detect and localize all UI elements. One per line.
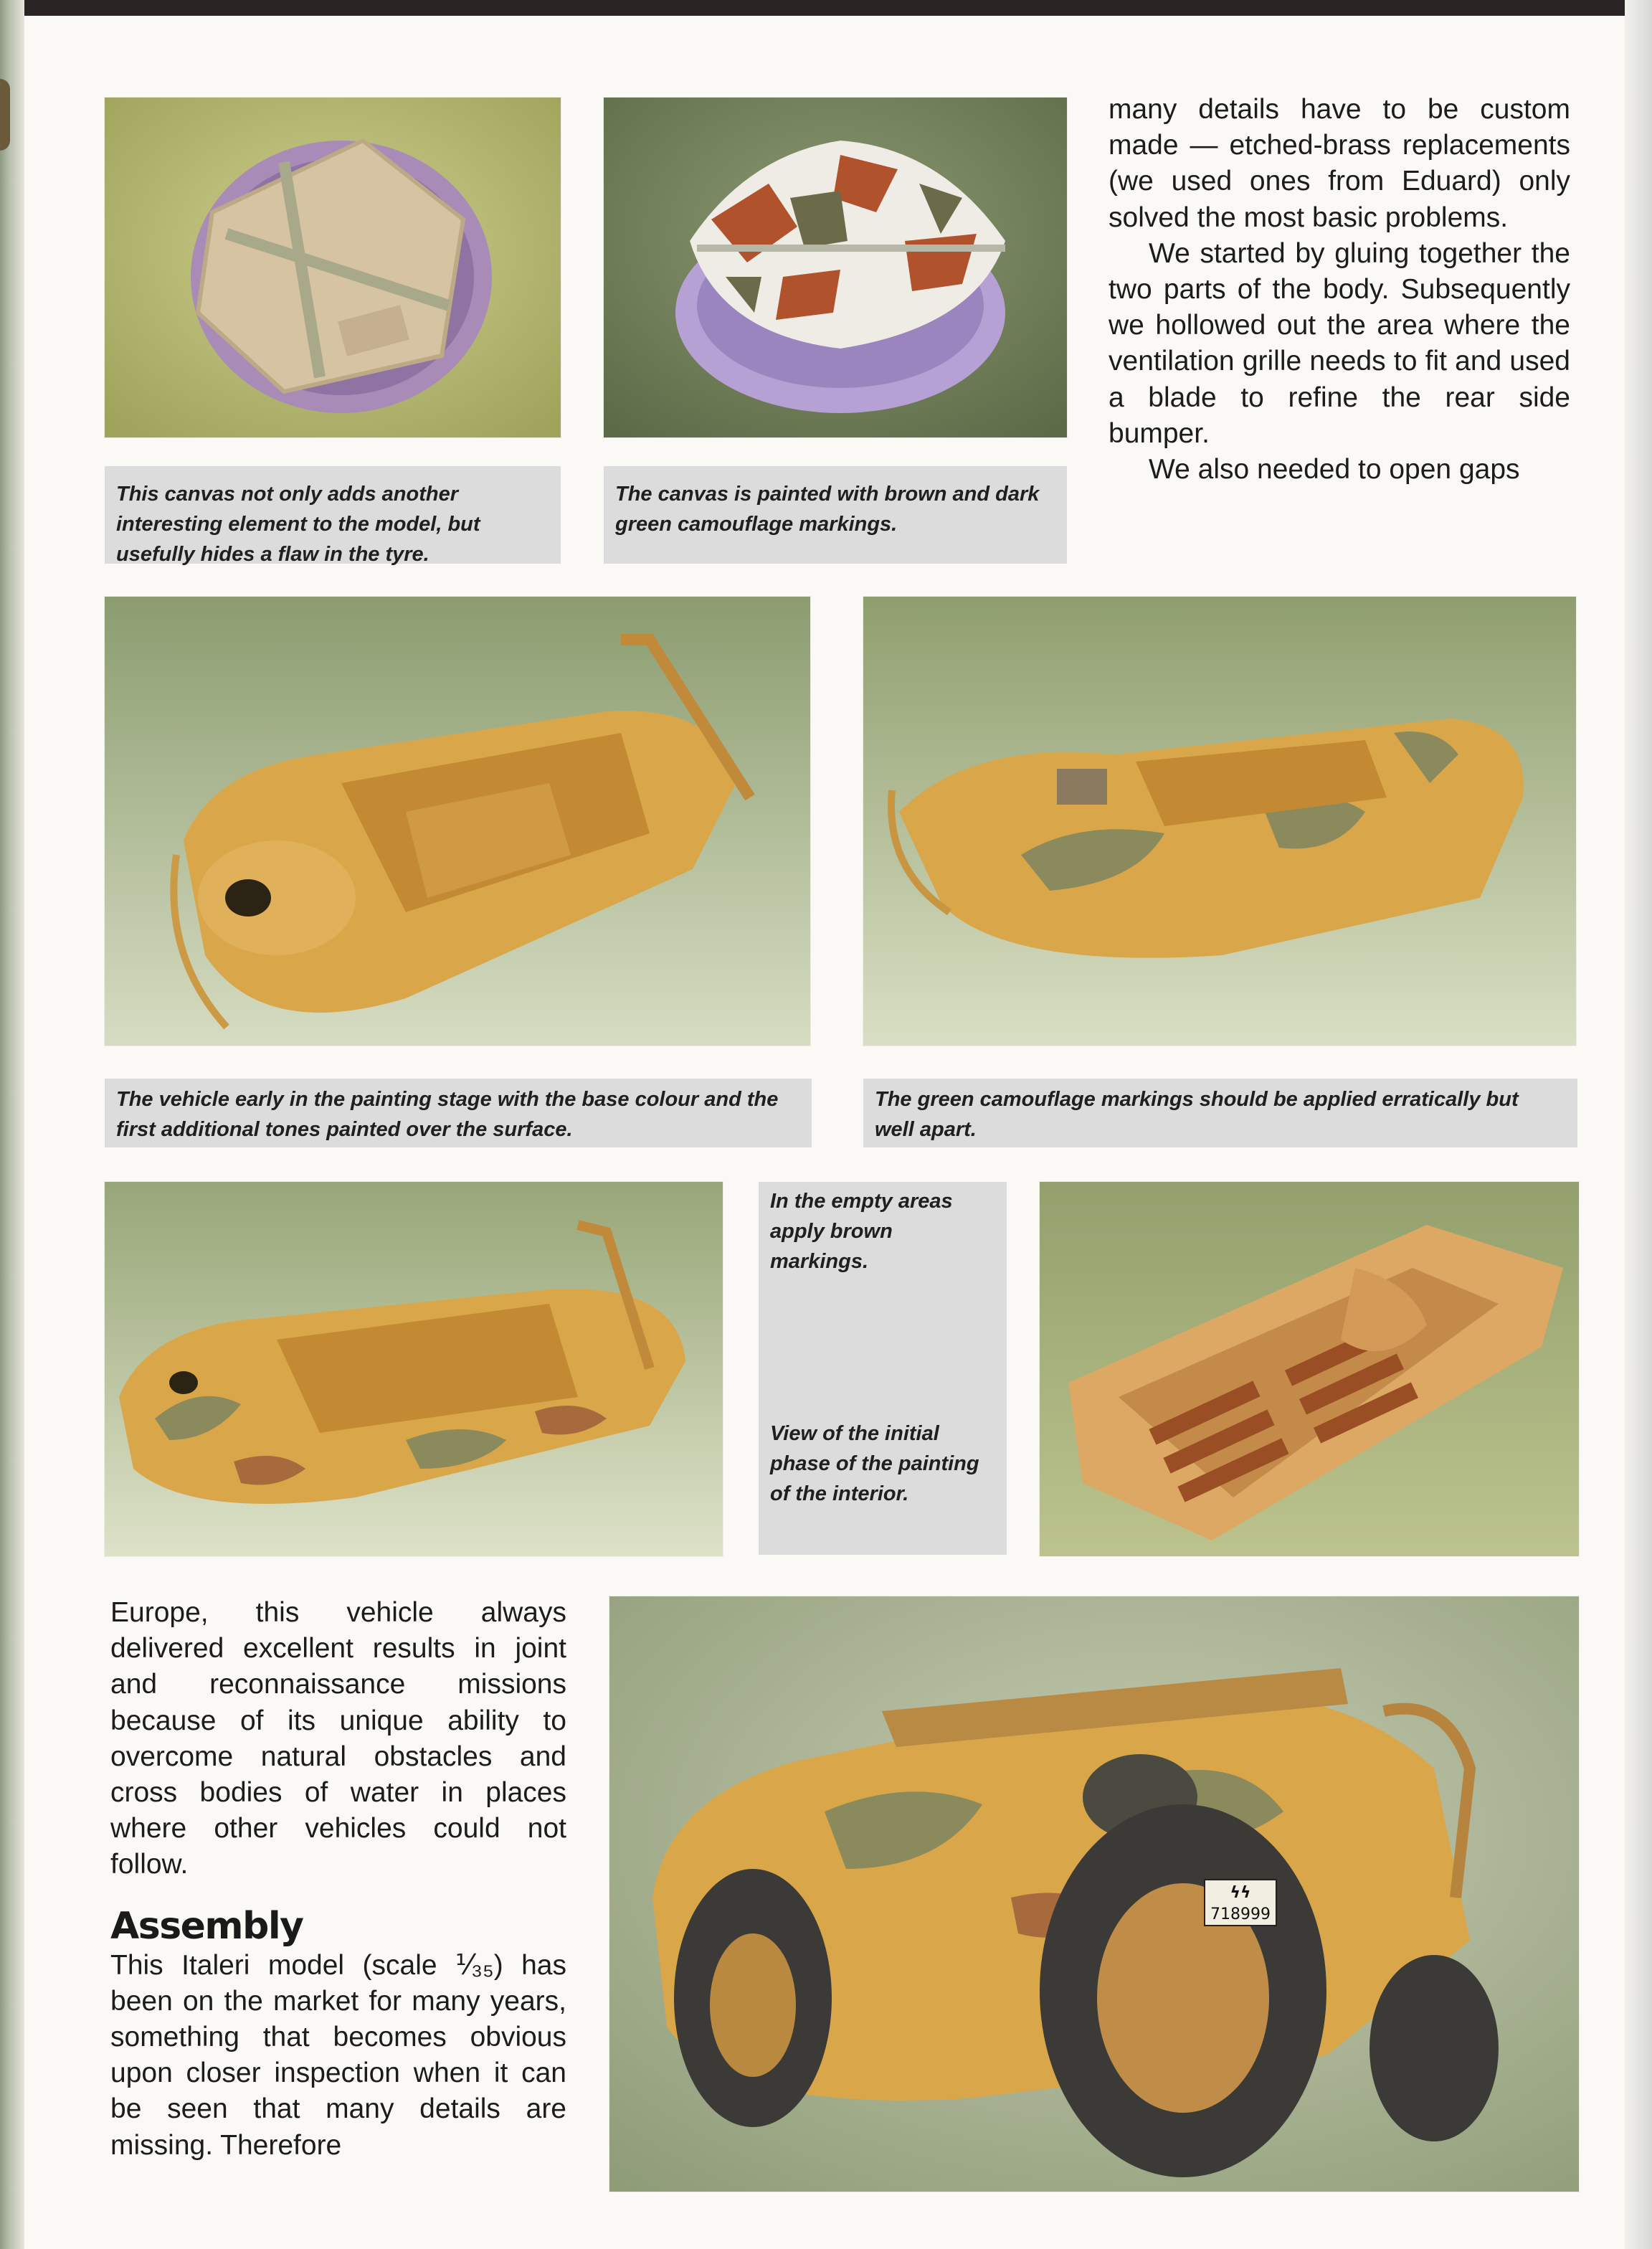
photo-hull-base-colour — [105, 597, 810, 1046]
photo-spare-tyre-camo — [604, 98, 1067, 437]
caption-interior-view: View of the initial phase of the painting of the interior. — [770, 1422, 979, 1505]
plate-runes: ϟϟ — [1230, 1884, 1251, 1902]
page-spine-mark — [0, 79, 10, 151]
caption-canvas-camo: The canvas is painted with brown and dark green camouflage markings. — [604, 466, 1067, 564]
photo-interior-painting — [1040, 1182, 1579, 1556]
article-column-top-right — [1109, 92, 1570, 488]
page-right-edge — [1625, 0, 1652, 2249]
caption-canvas-flaw: This canvas not only adds another interesting element to the model, but usefully hides a flaw in the tyre. — [105, 466, 561, 564]
article-paragraph: We also needed to open gaps — [1149, 454, 1520, 486]
photo-finished-vehicle — [609, 1596, 1579, 2192]
article-column-bottom-left — [110, 1595, 566, 2164]
article-paragraph: We started by gluing together the two parts of the body. Subsequently we hollowed out the area where the ventilation grille needs to fit and used a blade to refine the rear side bumper. — [1109, 237, 1570, 449]
article-paragraph: This Italeri model (scale ⅟₃₅) has been on the market for many years, something that becomes obvious upon closer inspection when it can be seen that many details are missing. Therefore — [110, 1949, 566, 2161]
caption-column-interior — [759, 1182, 1007, 1555]
section-heading-assembly: Assembly — [110, 1904, 303, 1948]
license-plate — [1205, 1880, 1276, 1926]
photo-hull-full-camo — [105, 1182, 723, 1556]
caption-empty-areas: In the empty areas apply brown markings. — [770, 1190, 953, 1273]
article-paragraph: Europe, this vehicle always delivered excellent results in joint and reconnaissance missions because of its unique ability to overcome natural obstacles and cross bodies of water in places where other vehicles could not follow. — [110, 1597, 566, 1880]
photo-spare-tyre-canvas — [105, 98, 561, 437]
page-left-edge — [0, 0, 24, 2249]
caption-green-camo: The green camouflage markings should be applied erratically but well apart. — [863, 1079, 1577, 1147]
photo-hull-green-camo — [863, 597, 1576, 1046]
caption-early-painting: The vehicle early in the painting stage with the base colour and the first additional tones painted over the surface. — [105, 1079, 812, 1147]
article-paragraph: many details have to be custom made — etched-brass replacements (we used ones from Eduard) only solved the most basic problems. — [1109, 94, 1570, 233]
plate-number: 718999 — [1210, 1905, 1271, 1923]
page-top-edge — [0, 0, 1652, 16]
